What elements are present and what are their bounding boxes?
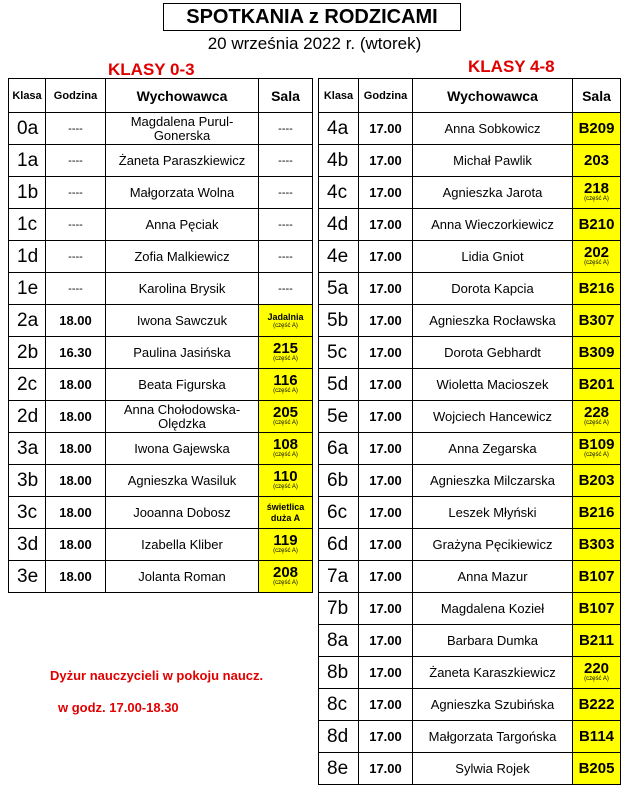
table-row [9, 113, 313, 145]
cell-godzina: 17.00 [359, 497, 413, 529]
cell-klasa: 8c [319, 689, 359, 721]
cell-wychowawca: Jolanta Roman [106, 561, 259, 593]
cell-wychowawca: Anna Sobkowicz [413, 113, 573, 145]
sala-number: B309 [578, 343, 615, 361]
cell-wychowawca: Grażyna Pęcikiewicz [413, 529, 573, 561]
cell-klasa: 8e [319, 753, 359, 785]
cell-sala [573, 657, 621, 689]
sala-part-note: (część A) [584, 196, 609, 202]
sala-number: B201 [578, 375, 615, 393]
duty-note-line1: Dyżur nauczycieli w pokoju naucz. [50, 668, 264, 683]
sala-number: 203 [583, 151, 610, 169]
cell-godzina: 18.00 [46, 369, 106, 401]
cell-godzina: ---- [46, 177, 106, 209]
cell-klasa: 6d [319, 529, 359, 561]
cell-klasa: 4d [319, 209, 359, 241]
cell-klasa: 3e [9, 561, 46, 593]
sala-number: 218 [583, 180, 610, 197]
cell-sala [573, 209, 621, 241]
cell-sala [573, 753, 621, 785]
table-row [319, 593, 621, 625]
cell-klasa: 5c [319, 337, 359, 369]
sala-number: 220 [583, 660, 610, 677]
sala-number: 215 [272, 340, 299, 357]
sala-number: ---- [278, 218, 293, 231]
sala-part-note: (część A) [273, 322, 298, 329]
table-row [319, 369, 621, 401]
cell-klasa: 8b [319, 657, 359, 689]
table-row [9, 401, 313, 433]
schedule-table-4-8 [318, 78, 621, 785]
cell-klasa: 1c [9, 209, 46, 241]
header-godzina: Godzina [359, 79, 413, 113]
cell-wychowawca: Paulina Jasińska [106, 337, 259, 369]
cell-klasa: 4a [319, 113, 359, 145]
table-row [9, 273, 313, 305]
cell-wychowawca: Agnieszka Rocławska [413, 305, 573, 337]
cell-wychowawca: Agnieszka Jarota [413, 177, 573, 209]
cell-wychowawca: Magdalena Purul-Gonerska [106, 113, 259, 145]
header-sala: Sala [259, 79, 313, 113]
sala-number: 110 [273, 468, 298, 485]
cell-wychowawca: Małgorzata Targońska [413, 721, 573, 753]
cell-godzina: 18.00 [46, 401, 106, 433]
header-sala: Sala [573, 79, 621, 113]
cell-godzina: 17.00 [359, 593, 413, 625]
cell-godzina: 17.00 [359, 721, 413, 753]
table-row [9, 241, 313, 273]
cell-klasa: 5e [319, 401, 359, 433]
cell-wychowawca: Żaneta Karaszkiewicz [413, 657, 573, 689]
cell-wychowawca: Beata Figurska [106, 369, 259, 401]
cell-godzina: ---- [46, 113, 106, 145]
sala-number: B211 [578, 631, 615, 649]
cell-godzina: 17.00 [359, 753, 413, 785]
cell-klasa: 2a [9, 305, 46, 337]
table-row [319, 561, 621, 593]
sala-number: ---- [278, 250, 293, 263]
cell-wychowawca: Lidia Gniot [413, 241, 573, 273]
cell-sala [573, 241, 621, 273]
cell-klasa: 3d [9, 529, 46, 561]
cell-godzina: ---- [46, 241, 106, 273]
cell-godzina: ---- [46, 209, 106, 241]
cell-sala [573, 529, 621, 561]
table-row [9, 337, 313, 369]
sala-number: B205 [578, 759, 615, 777]
cell-wychowawca: Dorota Kapcia [413, 273, 573, 305]
header-godzina: Godzina [46, 79, 106, 113]
cell-sala [259, 529, 313, 561]
cell-sala [573, 593, 621, 625]
cell-klasa: 6c [319, 497, 359, 529]
cell-sala [573, 305, 621, 337]
cell-godzina: 17.00 [359, 337, 413, 369]
cell-godzina: 18.00 [46, 497, 106, 529]
sala-number: ---- [278, 122, 293, 135]
cell-sala [573, 465, 621, 497]
cell-sala [573, 561, 621, 593]
table-row [9, 433, 313, 465]
cell-klasa: 2b [9, 337, 46, 369]
cell-wychowawca: Jooanna Dobosz [106, 497, 259, 529]
cell-godzina: ---- [46, 273, 106, 305]
header-klasa: Klasa [319, 79, 359, 113]
sala-part-note: (część A) [273, 452, 298, 458]
cell-godzina: 18.00 [46, 433, 106, 465]
cell-sala [259, 401, 313, 433]
cell-sala [573, 625, 621, 657]
cell-godzina: 17.00 [359, 145, 413, 177]
table-header-row [9, 79, 313, 113]
cell-wychowawca: Zofia Malkiewicz [106, 241, 259, 273]
table-row [319, 753, 621, 785]
sala-number: B307 [578, 311, 615, 329]
cell-wychowawca: Małgorzata Wolna [106, 177, 259, 209]
cell-godzina: 17.00 [359, 113, 413, 145]
table-row [9, 497, 313, 529]
cell-godzina: 17.00 [359, 465, 413, 497]
cell-wychowawca: Anna Zegarska [413, 433, 573, 465]
cell-klasa: 1a [9, 145, 46, 177]
page-title: SPOTKANIA z RODZICAMI [163, 3, 461, 31]
cell-godzina: 17.00 [359, 529, 413, 561]
table-row [319, 465, 621, 497]
cell-klasa: 0a [9, 113, 46, 145]
table-row [319, 529, 621, 561]
table-row [319, 625, 621, 657]
cell-sala [573, 433, 621, 465]
cell-sala [259, 465, 313, 497]
table-row [9, 529, 313, 561]
sala-part-note: (część A) [584, 420, 609, 426]
table-row [319, 113, 621, 145]
cell-wychowawca: Iwona Gajewska [106, 433, 259, 465]
cell-sala [259, 241, 313, 273]
cell-klasa: 1e [9, 273, 46, 305]
cell-klasa: 2c [9, 369, 46, 401]
cell-klasa: 8a [319, 625, 359, 657]
sala-part-note: (część A) [273, 420, 298, 426]
sala-number: 205 [272, 404, 299, 421]
sala-number: świetlica duża A [266, 501, 305, 523]
sala-part-note: (część A) [273, 548, 298, 554]
cell-klasa: 4c [319, 177, 359, 209]
cell-klasa: 5b [319, 305, 359, 337]
sala-number: ---- [278, 186, 293, 199]
cell-godzina: 17.00 [359, 401, 413, 433]
cell-sala [259, 433, 313, 465]
sala-number: 228 [583, 404, 610, 421]
table-row [9, 209, 313, 241]
table-row [9, 177, 313, 209]
cell-wychowawca: Anna Wieczorkiewicz [413, 209, 573, 241]
group-label-0-3: KLASY 0-3 [108, 60, 195, 79]
sala-part-note: (część A) [273, 356, 298, 362]
sala-number: B222 [578, 695, 615, 713]
cell-wychowawca: Magdalena Kozieł [413, 593, 573, 625]
sala-part-note: (część A) [273, 580, 298, 586]
header-wychowawca: Wychowawca [106, 79, 259, 113]
table-row [319, 401, 621, 433]
sala-number: 208 [272, 564, 299, 581]
cell-godzina: 16.30 [46, 337, 106, 369]
sala-number: ---- [278, 154, 293, 167]
table-row [319, 209, 621, 241]
table-row [319, 657, 621, 689]
cell-wychowawca: Wojciech Hancewicz [413, 401, 573, 433]
sala-number: B303 [578, 535, 615, 553]
cell-godzina: 17.00 [359, 305, 413, 337]
cell-sala [259, 145, 313, 177]
cell-sala [573, 689, 621, 721]
cell-klasa: 2d [9, 401, 46, 433]
cell-klasa: 4b [319, 145, 359, 177]
sala-number: 202 [583, 244, 610, 261]
table-row [9, 369, 313, 401]
cell-sala [259, 113, 313, 145]
cell-klasa: 4e [319, 241, 359, 273]
sala-number: B203 [578, 471, 615, 489]
sala-part-note: (część A) [273, 388, 298, 394]
table-row [319, 241, 621, 273]
cell-godzina: 17.00 [359, 273, 413, 305]
cell-sala [573, 145, 621, 177]
cell-godzina: 17.00 [359, 369, 413, 401]
sala-number: 116 [273, 372, 298, 389]
table-row [9, 305, 313, 337]
sala-part-note: (część A) [584, 452, 609, 458]
cell-godzina: 17.00 [359, 689, 413, 721]
cell-godzina: 17.00 [359, 561, 413, 593]
cell-godzina: 17.00 [359, 625, 413, 657]
cell-wychowawca: Żaneta Paraszkiewicz [106, 145, 259, 177]
cell-sala [259, 305, 313, 337]
sala-number: B109 [578, 436, 615, 453]
sala-number: B216 [578, 279, 615, 297]
cell-sala [573, 113, 621, 145]
cell-klasa: 1d [9, 241, 46, 273]
cell-wychowawca: Iwona Sawczuk [106, 305, 259, 337]
sala-number: B210 [578, 215, 615, 233]
sala-number: ---- [278, 282, 293, 295]
cell-klasa: 5d [319, 369, 359, 401]
header-klasa: Klasa [9, 79, 46, 113]
table-row [319, 305, 621, 337]
sala-number: B209 [578, 119, 615, 137]
table-row [319, 689, 621, 721]
duty-note-line2: w godz. 17.00-18.30 [58, 700, 179, 715]
cell-sala [573, 337, 621, 369]
sala-part-note: (część A) [273, 484, 298, 490]
table-row [319, 721, 621, 753]
cell-godzina: 18.00 [46, 305, 106, 337]
cell-godzina: 17.00 [359, 241, 413, 273]
cell-wychowawca: Anna Chołodowska-Olędzka [106, 401, 259, 433]
sala-part-note: (część A) [584, 676, 609, 682]
cell-sala [259, 561, 313, 593]
cell-klasa: 7b [319, 593, 359, 625]
table-row [319, 497, 621, 529]
sala-number: B114 [578, 727, 615, 745]
cell-sala [259, 273, 313, 305]
sala-number: Jadalnia [267, 311, 304, 322]
cell-klasa: 6a [319, 433, 359, 465]
cell-klasa: 3a [9, 433, 46, 465]
cell-sala [573, 497, 621, 529]
cell-klasa: 3b [9, 465, 46, 497]
schedule-table-0-3 [8, 78, 313, 593]
cell-godzina: 18.00 [46, 465, 106, 497]
header-wychowawca: Wychowawca [413, 79, 573, 113]
sala-number: 108 [272, 436, 299, 453]
cell-wychowawca: Agnieszka Szubińska [413, 689, 573, 721]
cell-wychowawca: Barbara Dumka [413, 625, 573, 657]
cell-klasa: 3c [9, 497, 46, 529]
cell-godzina: 17.00 [359, 433, 413, 465]
table-row [319, 177, 621, 209]
table-row [9, 561, 313, 593]
cell-sala [573, 369, 621, 401]
cell-wychowawca: Anna Mazur [413, 561, 573, 593]
cell-sala [573, 273, 621, 305]
table-row [319, 337, 621, 369]
cell-wychowawca: Leszek Młyński [413, 497, 573, 529]
cell-sala [259, 177, 313, 209]
cell-godzina: 18.00 [46, 529, 106, 561]
cell-wychowawca: Wioletta Macioszek [413, 369, 573, 401]
cell-wychowawca: Agnieszka Wasiluk [106, 465, 259, 497]
sala-number: B216 [578, 503, 615, 521]
table-row [9, 145, 313, 177]
sala-part-note: (część A) [584, 260, 609, 266]
cell-sala [259, 369, 313, 401]
group-label-4-8: KLASY 4-8 [468, 57, 555, 76]
sala-number: B107 [578, 567, 615, 585]
cell-klasa: 7a [319, 561, 359, 593]
cell-wychowawca: Anna Pęciak [106, 209, 259, 241]
cell-klasa: 6b [319, 465, 359, 497]
cell-godzina: ---- [46, 145, 106, 177]
cell-wychowawca: Michał Pawlik [413, 145, 573, 177]
cell-klasa: 1b [9, 177, 46, 209]
cell-sala [573, 177, 621, 209]
table-row [9, 465, 313, 497]
cell-wychowawca: Dorota Gebhardt [413, 337, 573, 369]
cell-sala [573, 401, 621, 433]
cell-sala [259, 209, 313, 241]
cell-klasa: 8d [319, 721, 359, 753]
cell-wychowawca: Karolina Brysik [106, 273, 259, 305]
table-row [319, 273, 621, 305]
cell-klasa: 5a [319, 273, 359, 305]
cell-godzina: 17.00 [359, 657, 413, 689]
sala-number: B107 [578, 599, 615, 617]
cell-wychowawca: Agnieszka Milczarska [413, 465, 573, 497]
sala-number: 119 [273, 532, 298, 549]
cell-sala [573, 721, 621, 753]
cell-sala [259, 337, 313, 369]
table-row [319, 433, 621, 465]
cell-wychowawca: Izabella Kliber [106, 529, 259, 561]
cell-godzina: 17.00 [359, 209, 413, 241]
cell-godzina: 17.00 [359, 177, 413, 209]
cell-sala [259, 497, 313, 529]
cell-wychowawca: Sylwia Rojek [413, 753, 573, 785]
meeting-date: 20 września 2022 r. (wtorek) [207, 34, 422, 53]
table-header-row [319, 79, 621, 113]
cell-godzina: 18.00 [46, 561, 106, 593]
table-row [319, 145, 621, 177]
